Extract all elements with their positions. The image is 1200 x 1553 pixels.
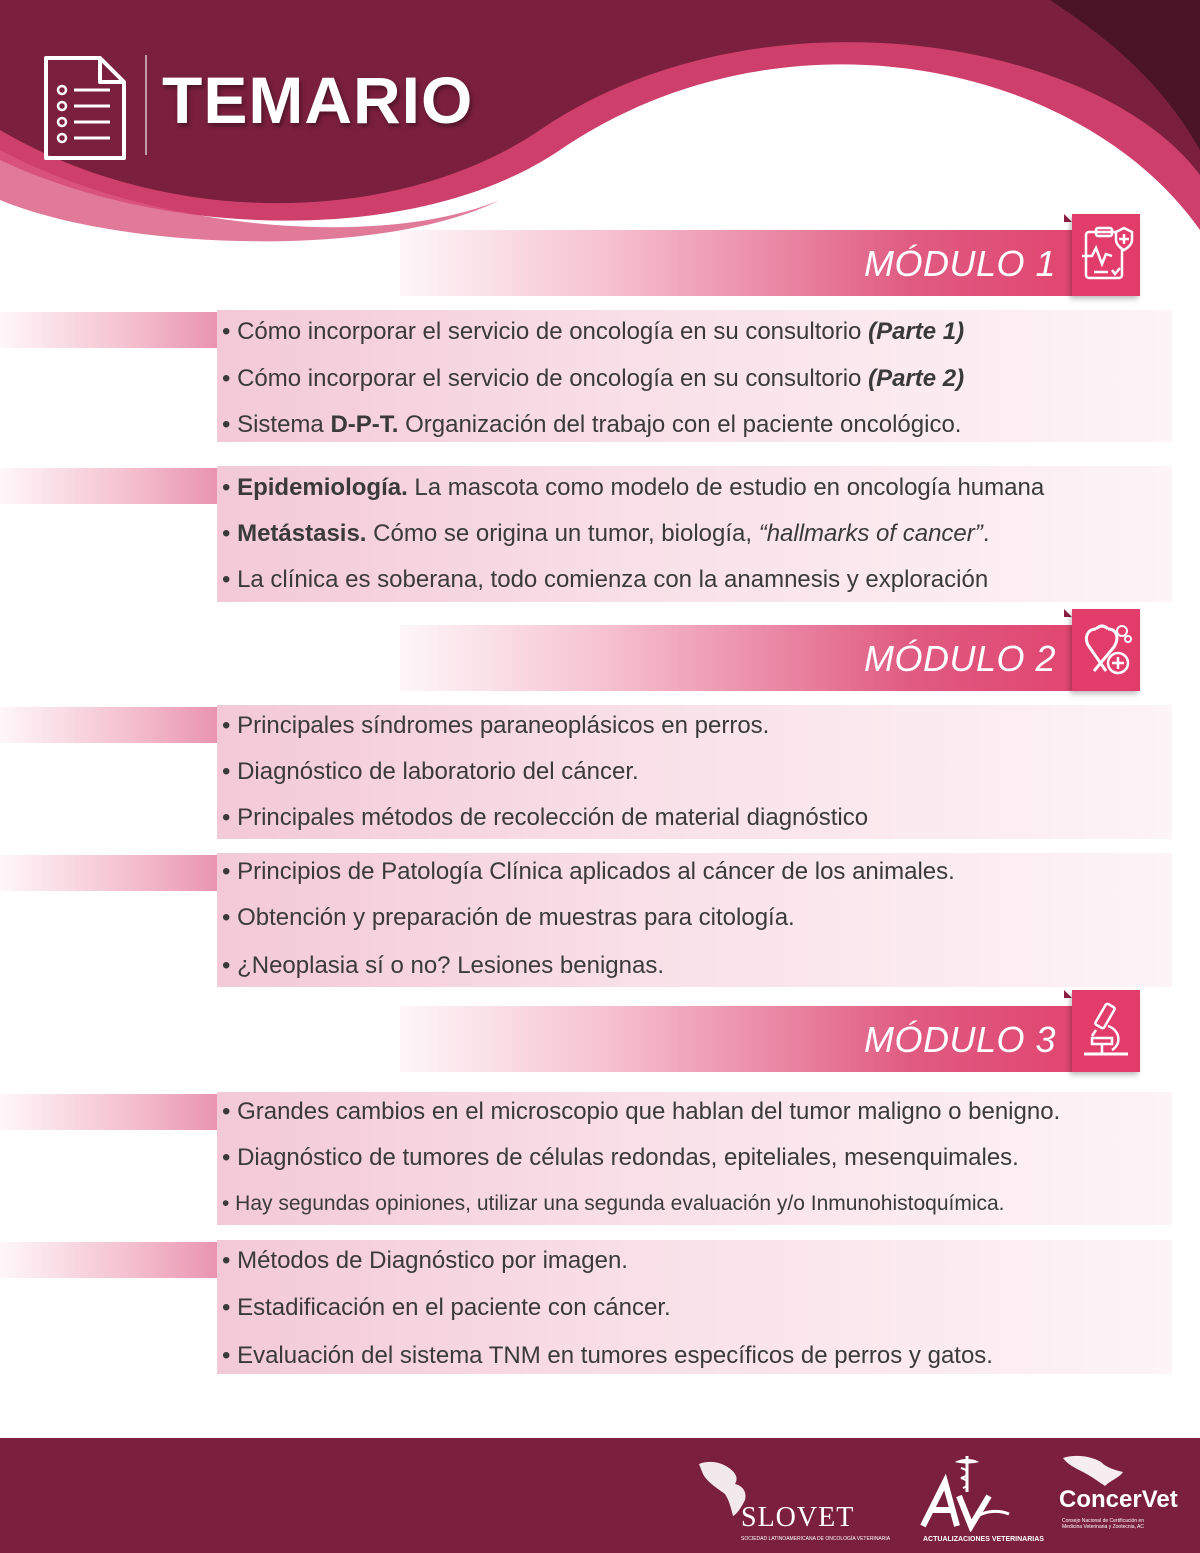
tab-fold	[1064, 609, 1072, 617]
module-2-label: MÓDULO 2	[863, 638, 1056, 679]
list-item: • Hay segundas opiniones, utilizar una segunda evaluación y/o Inmunohistoquímica.	[222, 1192, 1005, 1215]
module-2-icon-tab	[1072, 609, 1140, 691]
module-2-banner	[400, 625, 1080, 691]
footer	[0, 1438, 1200, 1553]
module-3-banner	[400, 1006, 1080, 1072]
slovet-logo	[695, 1458, 891, 1546]
list-item: • Métodos de Diagnóstico por imagen.	[222, 1247, 628, 1274]
list-item: • Sistema D-P-T. Organización del trabajo con el paciente oncológico.	[222, 411, 962, 438]
medical-clipboard-icon	[1078, 224, 1134, 286]
list-item: • Obtención y preparación de muestras para citología.	[222, 904, 795, 931]
av-subtitle: ACTUALIZACIONES VETERINARIAS	[923, 1536, 1044, 1543]
cancer-ribbon-icon	[1078, 619, 1134, 681]
side-stub	[0, 855, 218, 891]
module-2-topic-group-1	[217, 705, 1172, 839]
concervet-name: ConcerVet	[1059, 1486, 1178, 1513]
module-1-topic-group-1	[217, 310, 1172, 442]
av-logo	[915, 1452, 1044, 1548]
tab-fold	[1064, 990, 1072, 998]
list-item: • Grandes cambios en el microscopio que hablan del tumor maligno o benigno.	[222, 1098, 1061, 1125]
list-item: • Cómo incorporar el servicio de oncología en su consultorio (Parte 2)	[222, 365, 965, 392]
module-2-topic-group-2	[217, 853, 1172, 987]
list-item: • Principios de Patología Clínica aplicados al cáncer de los animales.	[222, 858, 955, 885]
concervet-subtitle: Consejo Nacional de Certificación en Medicina Veterinaria y Zootecnia, AC	[1062, 1518, 1144, 1530]
list-item: • Epidemiología. La mascota como modelo de estudio en oncología humana	[222, 474, 1045, 501]
list-item: • ¿Neoplasia sí o no? Lesiones benignas.	[222, 952, 665, 979]
module-1-topic-group-2	[217, 466, 1172, 602]
module-1-banner	[400, 230, 1080, 296]
module-3-topic-group-2	[217, 1240, 1172, 1374]
concervet-logo	[1055, 1452, 1195, 1548]
side-stub	[0, 707, 218, 743]
list-item: • Metástasis. Cómo se origina un tumor, biología, “hallmarks of cancer”.	[222, 520, 990, 547]
list-item: • Evaluación del sistema TNM en tumores específicos de perros y gatos.	[222, 1342, 993, 1369]
microscope-icon	[1078, 1000, 1134, 1062]
list-item: • Cómo incorporar el servicio de oncología en su consultorio (Parte 1)	[222, 318, 965, 345]
document-list-icon	[42, 54, 128, 167]
side-stub	[0, 1094, 218, 1130]
header-divider	[145, 55, 147, 155]
list-item: • Principales síndromes paraneoplásicos en perros.	[222, 712, 770, 739]
slovet-subtitle: SOCIEDAD LATINOAMERICANA DE ONCOLOGÍA VETERINARIA	[741, 1536, 891, 1542]
list-item: • Diagnóstico de tumores de células redondas, epiteliales, mesenquimales.	[222, 1144, 1019, 1171]
module-3-icon-tab	[1072, 990, 1140, 1072]
list-item: • Diagnóstico de laboratorio del cáncer.	[222, 758, 639, 785]
module-1-label: MÓDULO 1	[863, 243, 1056, 284]
module-1-icon-tab	[1072, 214, 1140, 296]
tab-fold	[1064, 214, 1072, 222]
list-item: • Principales métodos de recolección de material diagnóstico	[222, 804, 869, 831]
side-stub	[0, 1242, 218, 1278]
slovet-name: SLOVET	[741, 1502, 855, 1533]
side-stub	[0, 312, 218, 348]
list-item: • Estadificación en el paciente con cáncer.	[222, 1294, 671, 1321]
list-item: • La clínica es soberana, todo comienza con la anamnesis y exploración	[222, 566, 989, 593]
module-3-topic-group-1	[217, 1092, 1172, 1225]
module-3-label: MÓDULO 3	[863, 1019, 1056, 1060]
side-stub	[0, 468, 218, 504]
page-title: TEMARIO	[162, 63, 474, 137]
